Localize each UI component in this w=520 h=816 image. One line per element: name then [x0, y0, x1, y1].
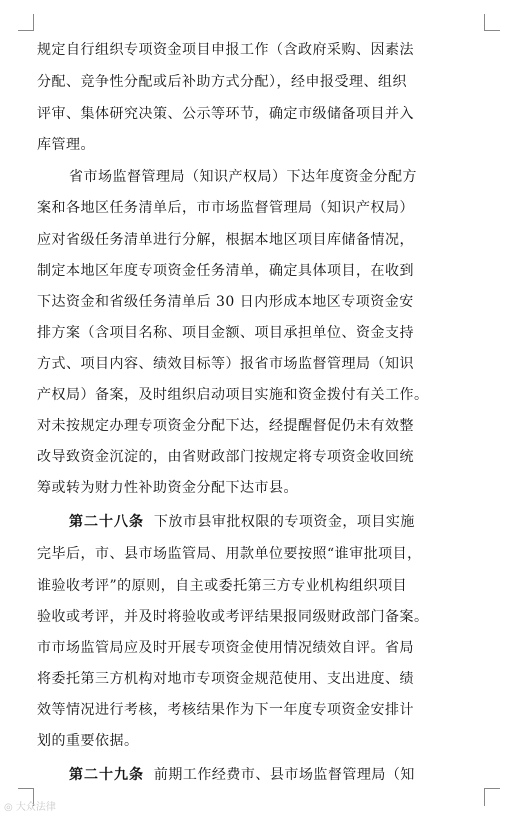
body-text-line: 谁验收考评”的原则，自主或委托第三方专业机构组织项目 — [37, 578, 408, 594]
body-text-line: 验收或考评，并及时将验收或考评结果报同级财政部门备案。 — [37, 609, 429, 625]
body-text-line: 省市场监督管理局（知识产权局）下达年度资金分配方 — [69, 169, 417, 185]
crop-mark-bottom-right — [484, 788, 485, 806]
crop-mark-top-left — [33, 14, 34, 30]
watermark-text: 大众法律 — [15, 802, 56, 813]
body-text-line: 案和各地区任务清单后，市市场监督管理局（知识产权局） — [37, 200, 414, 216]
body-text: 前期工作经费市、县市场监督管理局（知 — [153, 767, 415, 783]
body-text-line: 将委托第三方机构对地市专项资金规范使用、支出进度、绩 — [37, 671, 414, 687]
body-text-line: 应对省级任务清单进行分解，根据本地区项目库储备情况， — [37, 232, 414, 248]
body-text-line: 库管理。 — [37, 137, 95, 153]
article-heading: 第二十八条 — [69, 514, 144, 530]
body-text-line: 下达资金和省级任务清单后 30 日内形成本地区专项资金安 — [37, 294, 414, 310]
body-text-line: 方式、项目内容、绩效目标等）报省市场监督管理局（知识 — [37, 356, 414, 372]
crop-mark-top-right — [484, 14, 485, 30]
article-29-line — [69, 765, 483, 785]
body-text: 下放市县审批权限的专项资金，项目实施 — [153, 514, 415, 530]
body-text-line: 制定本地区年度专项资金任务清单，确定具体项目，在收到 — [37, 263, 414, 279]
article-28-line — [69, 512, 483, 532]
body-text-line: 筹或转为财力性补助资金分配下达市县。 — [37, 480, 298, 496]
body-text-line: 划的重要依据。 — [37, 733, 139, 749]
body-text-line: 效等情况进行考核，考核结果作为下一年度专项资金安排计 — [37, 702, 414, 718]
watermark — [4, 798, 56, 813]
body-text-line: 完毕后，市、县市场监管局、用款单位要按照“谁审批项目， — [37, 546, 422, 562]
crop-mark-top-right — [484, 30, 500, 31]
watermark-icon: ◎ — [4, 802, 13, 813]
crop-mark-top-left — [18, 30, 34, 31]
body-text-line: 评审、集体研究决策、公示等环节，确定市级储备项目并入 — [37, 106, 414, 122]
body-text-line: 排方案（含项目名称、项目金额、项目承担单位、资金支持 — [37, 325, 414, 341]
body-text-line: 分配、竞争性分配或后补助方式分配），经申报受理、组织 — [37, 74, 407, 90]
body-text-line: 对未按规定办理专项资金分配下达，经提醒督促仍未有效整 — [37, 418, 414, 434]
body-text-line: 产权局）备案，及时组织启动项目实施和资金拨付有关工作。 — [37, 387, 429, 403]
body-text-line: 规定自行组织专项资金项目申报工作（含政府采购、因素法 — [37, 42, 414, 58]
crop-mark-bottom-left — [18, 788, 34, 789]
article-heading: 第二十九条 — [69, 767, 144, 783]
crop-mark-bottom-right — [484, 788, 500, 789]
body-text-line: 改导致资金沉淀的，由省财政部门按规定将专项资金收回统 — [37, 449, 414, 465]
body-text-line: 市市场监管局应及时开展专项资金使用情况绩效自评。省局 — [37, 640, 414, 656]
